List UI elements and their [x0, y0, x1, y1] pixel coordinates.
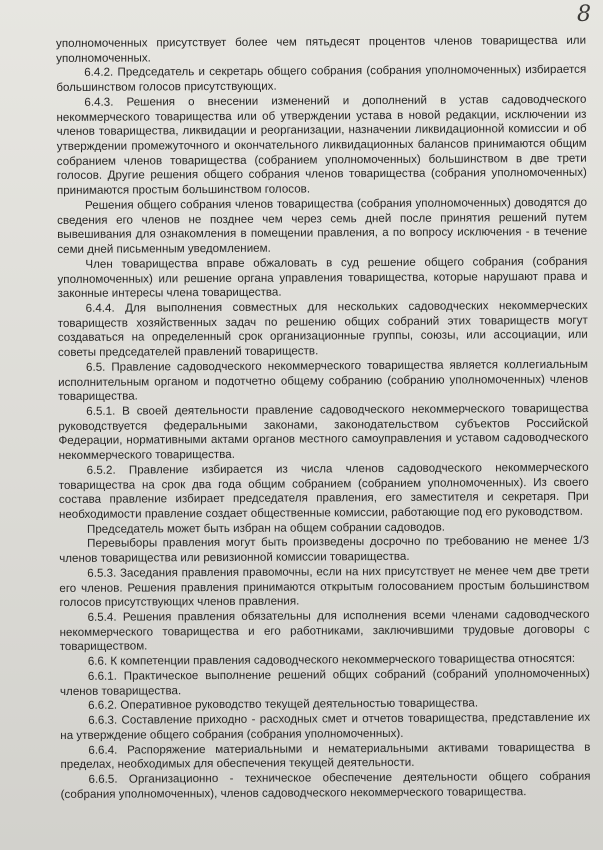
paragraph-cont: уполномоченных присутствует более чем пятьдесят процентов членов товарищества или уполномоченных. — [56, 33, 587, 65]
paragraph-6-4-4: 6.4.4. Для выполнения совместных для нескольких садоводческих некоммерческих товариществ хозяйственных задач по решению общих собраний этих товариществ могут создаваться на определенный срок организационные группы, союзы, или ассоциации, или советы председателей правлений товариществ. — [57, 298, 588, 360]
paragraph-6-6-1: 6.6.1. Практическое выполнение решений общих собраний (собраний уполномоченных) членов товарищества. — [59, 666, 590, 698]
paragraph-6-6-5: 6.6.5. Организационно - техническое обеспечение деятельности общего собрания (собрания уполномоченных), членов садоводческого некоммерческого товарищества. — [60, 769, 591, 801]
paragraph-6-5: 6.5. Правление садоводческого некоммерческого товарищества является коллегиальным исполнительным органом и подотчетно общему собранию (собранию уполномоченных) членов товарищества. — [58, 357, 589, 404]
paragraph-6-5-4: 6.5.4. Решения правления обязательны для исполнения всеми членами садоводческого некоммерческого товарищества и его работниками, заключившими трудовые договоры с товариществом. — [59, 607, 590, 654]
paragraph-6-6: 6.6. К компетенции правления садоводческого некоммерческого товарищества относятся: — [87, 652, 576, 669]
paragraph-6-6-3: 6.6.3. Составление приходно - расходных смет и отчетов товарищества, представление их на утверждение общего собрания (собрания уполномоченных). — [60, 710, 591, 742]
document-body — [56, 34, 591, 803]
paragraph-6-5-2: 6.5.2. Правление избирается из числа членов садоводческого некоммерческого товарищества на срок два года общим собранием (собранием уполномоченных). Из своего состава правление избирает председателя правления, его заместителя и секретаря. При необходимости правление создает общественные комиссии, работающие под его руководством. — [58, 460, 589, 521]
paragraph-appeal: Член товарищества вправе обжаловать в суд решение общего собрания (собрания уполномоченных) или решение органа управления товарищества, которые нарушают права и законные интересы члена товарищества. — [57, 254, 588, 301]
page-number: 8 — [577, 2, 591, 27]
paragraph-6-5-3: 6.5.3. Заседания правления правомочны, если на них присутствует не менее чем две трети его членов. Решения правления принимаются открытым голосованием простым большинством голосов присутствующих членов правления. — [59, 563, 590, 610]
paragraph-6-6-2: 6.6.2. Оперативное руководство текущей деятельностью товарищества. — [88, 696, 479, 713]
paragraph-6-6-4: 6.6.4. Распоряжение материальными и нематериальными активами товарищества в пределах, необходимых для обеспечения текущей деятельности. — [60, 740, 591, 772]
paragraph-reelection: Перевыборы правления могут быть произведены досрочно по требованию не менее 1/3 членов товарищества или ревизионной комиссии товарищества. — [59, 534, 590, 566]
paragraph-6-5-1: 6.5.1. В своей деятельности правление садоводческого некоммерческого товарищества руководствуется федеральными законами, законодательством субъектов Российской Федерации, нормативными актами органов местного самоуправления и уставом садоводческого некоммерческого товарищества. — [58, 401, 589, 463]
paragraph-6-4-2: 6.4.2. Председатель и секретарь общего собрания (собрания уполномоченных) избирается большинством голосов присутствующих. — [56, 63, 587, 95]
paragraph-decisions: Решения общего собрания членов товарищества (собрания уполномоченных) доводятся до сведения его членов не позднее чем через семь дней после принятия решений путем вывешивания для ознакомления в помещении правления, а по вопросу исключения - в течение семи дней письменным уведомлением. — [57, 195, 588, 257]
paragraph-chair: Председатель может быть избран на общем собрании садоводов. — [86, 520, 445, 536]
paragraph-6-4-3: 6.4.3. Решения о внесении изменений и дополнений в устав садоводческого некоммерческого товарищества или об утверждении устава в новой редакции, исключении из членов товарищества, ликвидации и реорганизации, назначении ликвидационной комиссии и об утверждении промежуточного и окончательного ликвидационных балансов принимаются общим собранием членов товарищества (собранием уполномоченных) большинством в две трети голосов. Другие решения общего собрания членов товарищества (собрания уполномоченных) принимаются простым большинством голосов. — [56, 92, 587, 198]
